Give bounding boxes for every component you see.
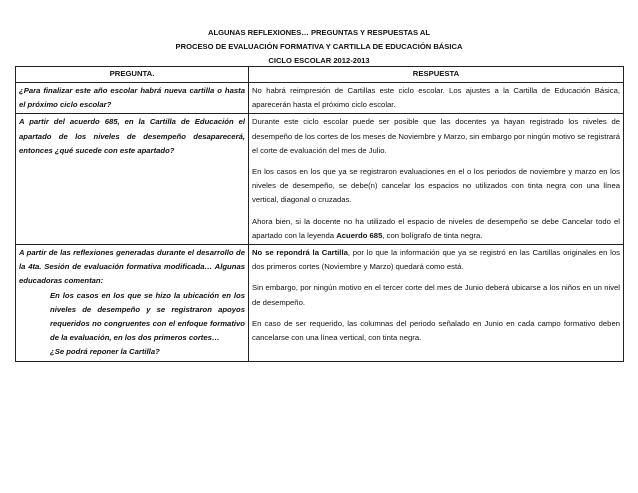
answer-text: No habrá reimpresión de Cartillas este ciclo escolar. Los ajustes a la Cartilla de Educación Básica, aparecerán hasta el próximo ciclo escolar. [252, 86, 620, 110]
title-line-2: PROCESO DE EVALUACIÓN FORMATIVA Y CARTILLA DE EDUCACIÓN BÁSICA [175, 42, 463, 51]
answer-paragraph: Durante este ciclo escolar puede ser posible que las docentes ya hayan registrado los niveles de desempeño de los cortes de los meses de Noviembre y Marzo, sin embargo por ningún motivo se registrará el corte de evaluación del mes de Julio. [252, 117, 620, 155]
question-text: ¿Para finalizar este año escolar habrá nueva cartilla o hasta el próximo ciclo escolar? [19, 86, 245, 110]
question-text: A partir del acuerdo 685, en la Cartilla de Educación el apartado de los niveles de desempeño desaparecerá, entonces ¿qué sucede con este apartado? [19, 117, 245, 155]
answer-cell [249, 83, 624, 114]
table-row [16, 83, 624, 114]
question-cell [16, 245, 249, 362]
document-title [0, 26, 638, 68]
column-header-respuesta: RESPUESTA [249, 67, 624, 83]
answer-text: Ahora bien, si la docente no ha utilizado el espacio de niveles de desempeño se debe Cancelar todo el apartado con la leyenda [252, 216, 620, 240]
column-header-pregunta: PREGUNTA. [16, 67, 249, 83]
answer-paragraph [252, 215, 620, 243]
answer-cell [249, 245, 624, 362]
answer-text: , con bolígrafo de tinta negra. [382, 230, 483, 240]
title-line-1: ALGUNAS REFLEXIONES… PREGUNTAS Y RESPUESTAS AL [208, 28, 430, 37]
question-cell [16, 83, 249, 114]
answer-paragraph: En los casos en los que ya se registraron evaluaciones en el o los periodos de noviembre y marzo en los niveles de desempeño, se debe(n) cancelar los espacios no utilizados con tinta negra con una línea vertical, diagonal o cruzadas. [252, 167, 620, 205]
question-ask: ¿Se podrá reponer la Cartilla? [50, 347, 160, 357]
question-intro: A partir de las reflexiones generadas durante el desarrollo de la 4ta. Sesión de evaluación formativa modificada… Algunas educadoras comentan: [19, 248, 245, 286]
table-row [16, 114, 624, 245]
answer-paragraph: En caso de ser requerido, las columnas del periodo señalado en Junio en cada campo formativo deben cancelarse con una línea vertical, con tinta negra. [252, 318, 620, 343]
question-detail: En los casos en los que se hizo la ubicación en los niveles de desempeño y se registraron apoyos requeridos no congruentes con el enfoque formativo de la evaluación, en los dos primeros cortes… [50, 290, 245, 343]
question-cell [16, 114, 249, 245]
answer-emphasis: No se repondrá la Cartilla [252, 248, 348, 258]
table-row [16, 245, 624, 362]
answer-emphasis: Acuerdo 685 [336, 230, 383, 240]
answer-paragraph [252, 246, 620, 274]
table-header-row [16, 67, 624, 83]
title-line-3: CICLO ESCOLAR 2012-2013 [268, 56, 370, 65]
qa-table [15, 66, 624, 362]
answer-text: , por lo que la información que ya se registró en las Cartillas originales en los dos primeros cortes (Noviembre y Marzo) quedará como está. [252, 248, 620, 272]
answer-paragraph: Sin embargo, por ningún motivo en el tercer corte del mes de Junio deberá ubicarse a los niños en un nivel de desempeño. [252, 283, 620, 307]
answer-cell [249, 114, 624, 245]
